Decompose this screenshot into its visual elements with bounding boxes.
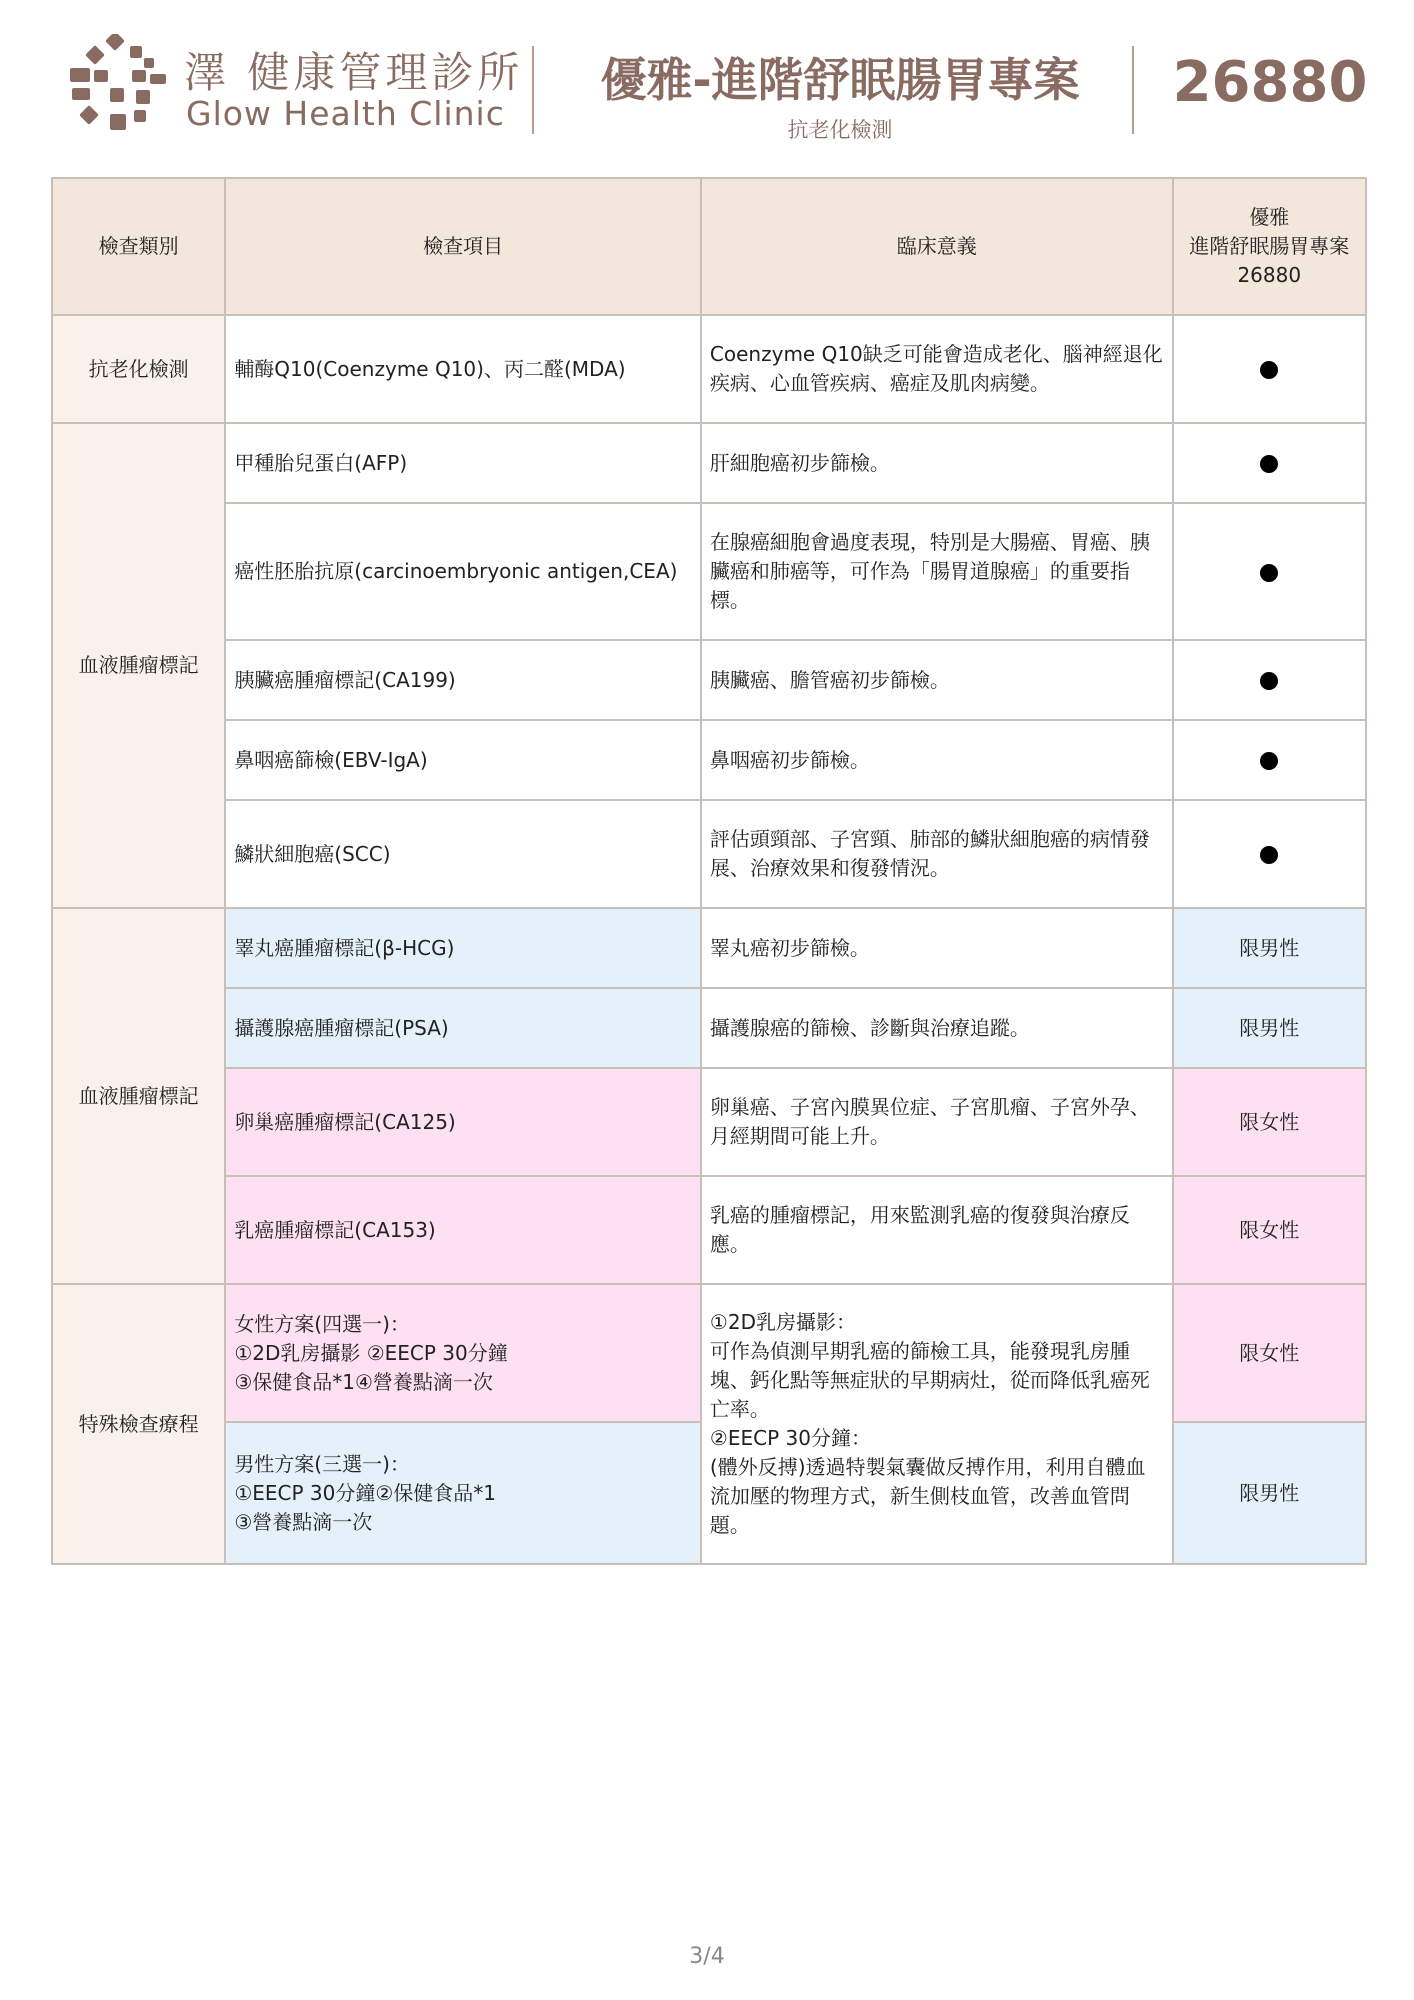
category-cell: 血液腫瘤標記 — [52, 423, 225, 908]
table-row — [52, 503, 1366, 640]
included-dot-icon — [1260, 846, 1278, 864]
item-cell: 輔酶Q10(Coenzyme Q10)、丙二醛(MDA) — [225, 315, 701, 423]
item-line: ③保健食品*1④營養點滴一次 — [234, 1369, 493, 1394]
meaning-cell: 鼻咽癌初步篩檢。 — [701, 720, 1173, 800]
header-category: 檢查類別 — [52, 178, 225, 315]
header-plan — [1173, 178, 1367, 315]
item-cell: 胰臟癌腫瘤標記(CA199) — [225, 640, 701, 720]
table-row — [52, 800, 1366, 908]
meaning-cell: Coenzyme Q10缺乏可能會造成老化、腦神經退化疾病、心血管疾病、癌症及肌肉病變。 — [701, 315, 1173, 423]
category-cell: 特殊檢查療程 — [52, 1284, 225, 1564]
clinic-name-english: Glow Health Clinic — [186, 94, 505, 133]
meaning-cell: 乳癌的腫瘤標記，用來監測乳癌的復發與治療反應。 — [701, 1176, 1173, 1284]
meaning-cell — [701, 1284, 1173, 1564]
meaning-cell: 胰臟癌、膽管癌初步篩檢。 — [701, 640, 1173, 720]
table-row — [52, 423, 1366, 503]
header-item: 檢查項目 — [225, 178, 701, 315]
table-row — [52, 1176, 1366, 1284]
page-header — [0, 0, 1414, 160]
plan-cell — [1173, 720, 1367, 800]
meaning-line: (體外反搏)透過特製氣囊做反搏作用，利用自體血流加壓的物理方式，新生側枝血管，改善血管問題。 — [709, 1455, 1146, 1537]
plan-cell — [1173, 503, 1367, 640]
item-line: ③營養點滴一次 — [234, 1509, 373, 1534]
item-cell — [225, 1284, 701, 1422]
meaning-line: ①2D乳房攝影： — [709, 1310, 856, 1334]
plan-cell — [1173, 423, 1367, 503]
item-line: 男性方案(三選一)： — [234, 1451, 410, 1476]
meaning-line: ②EECP 30分鐘： — [709, 1426, 871, 1450]
clinic-logo-icon — [70, 34, 170, 134]
item-cell: 鱗狀細胞癌(SCC) — [225, 800, 701, 908]
table-row — [52, 1068, 1366, 1176]
item-cell: 卵巢癌腫瘤標記(CA125) — [225, 1068, 701, 1176]
item-cell: 攝護腺癌腫瘤標記(PSA) — [225, 988, 701, 1068]
plan-limit-cell: 限女性 — [1173, 1068, 1367, 1176]
item-cell — [225, 1422, 701, 1564]
included-dot-icon — [1260, 361, 1278, 379]
item-line: ①2D乳房攝影 ②EECP 30分鐘 — [234, 1340, 508, 1365]
clinic-name-chinese: 澤 健康管理診所 — [184, 48, 524, 97]
plan-limit-cell: 限女性 — [1173, 1284, 1367, 1422]
table-row — [52, 1284, 1366, 1422]
table-row — [52, 315, 1366, 423]
item-cell: 乳癌腫瘤標記(CA153) — [225, 1176, 701, 1284]
plan-limit-cell: 限男性 — [1173, 988, 1367, 1068]
header-plan-line: 26880 — [1237, 263, 1302, 287]
table-row — [52, 988, 1366, 1068]
meaning-cell: 攝護腺癌的篩檢、診斷與治療追蹤。 — [701, 988, 1173, 1068]
included-dot-icon — [1260, 564, 1278, 582]
plan-price: 26880 — [1172, 50, 1368, 115]
item-cell: 癌性胚胎抗原(carcinoembryonic antigen,CEA) — [225, 503, 701, 640]
header-meaning: 臨床意義 — [701, 178, 1173, 315]
meaning-cell: 睪丸癌初步篩檢。 — [701, 908, 1173, 988]
category-cell: 抗老化檢測 — [52, 315, 225, 423]
header-divider — [1132, 46, 1134, 134]
included-dot-icon — [1260, 752, 1278, 770]
item-line: ①EECP 30分鐘②保健食品*1 — [234, 1480, 497, 1505]
plan-cell — [1173, 315, 1367, 423]
plan-limit-cell: 限女性 — [1173, 1176, 1367, 1284]
plan-subtitle: 抗老化檢測 — [787, 118, 893, 142]
table-header-row — [52, 178, 1366, 315]
meaning-cell: 評估頭頸部、子宮頸、肺部的鱗狀細胞癌的病情發展、治療效果和復發情況。 — [701, 800, 1173, 908]
plan-limit-cell: 限男性 — [1173, 1422, 1367, 1564]
meaning-cell: 在腺癌細胞會過度表現，特別是大腸癌、胃癌、胰臟癌和肺癌等，可作為「腸胃道腺癌」的重要指標。 — [701, 503, 1173, 640]
item-cell: 睪丸癌腫瘤標記(β-HCG) — [225, 908, 701, 988]
exam-table — [51, 177, 1367, 1565]
plan-cell — [1173, 640, 1367, 720]
item-cell: 甲種胎兒蛋白(AFP) — [225, 423, 701, 503]
included-dot-icon — [1260, 672, 1278, 690]
item-line: 女性方案(四選一)： — [234, 1311, 410, 1336]
plan-limit-cell: 限男性 — [1173, 908, 1367, 988]
included-dot-icon — [1260, 455, 1278, 473]
plan-cell — [1173, 800, 1367, 908]
category-cell: 血液腫瘤標記 — [52, 908, 225, 1284]
header-divider — [532, 46, 534, 134]
plan-title: 優雅-進階舒眠腸胃專案 — [600, 53, 1080, 107]
header-plan-line: 優雅 — [1249, 205, 1290, 229]
meaning-line: 可作為偵測早期乳癌的篩檢工具，能發現乳房腫塊、鈣化點等無症狀的早期病灶，從而降低乳癌死亡率。 — [709, 1339, 1150, 1421]
table-row — [52, 720, 1366, 800]
table-row — [52, 908, 1366, 988]
item-cell: 鼻咽癌篩檢(EBV-IgA) — [225, 720, 701, 800]
meaning-cell: 卵巢癌、子宮內膜異位症、子宮肌瘤、子宮外孕、月經期間可能上升。 — [701, 1068, 1173, 1176]
page-number: 3/4 — [689, 1944, 725, 1969]
meaning-cell: 肝細胞癌初步篩檢。 — [701, 423, 1173, 503]
header-plan-line: 進階舒眠腸胃專案 — [1189, 234, 1350, 258]
table-row — [52, 640, 1366, 720]
